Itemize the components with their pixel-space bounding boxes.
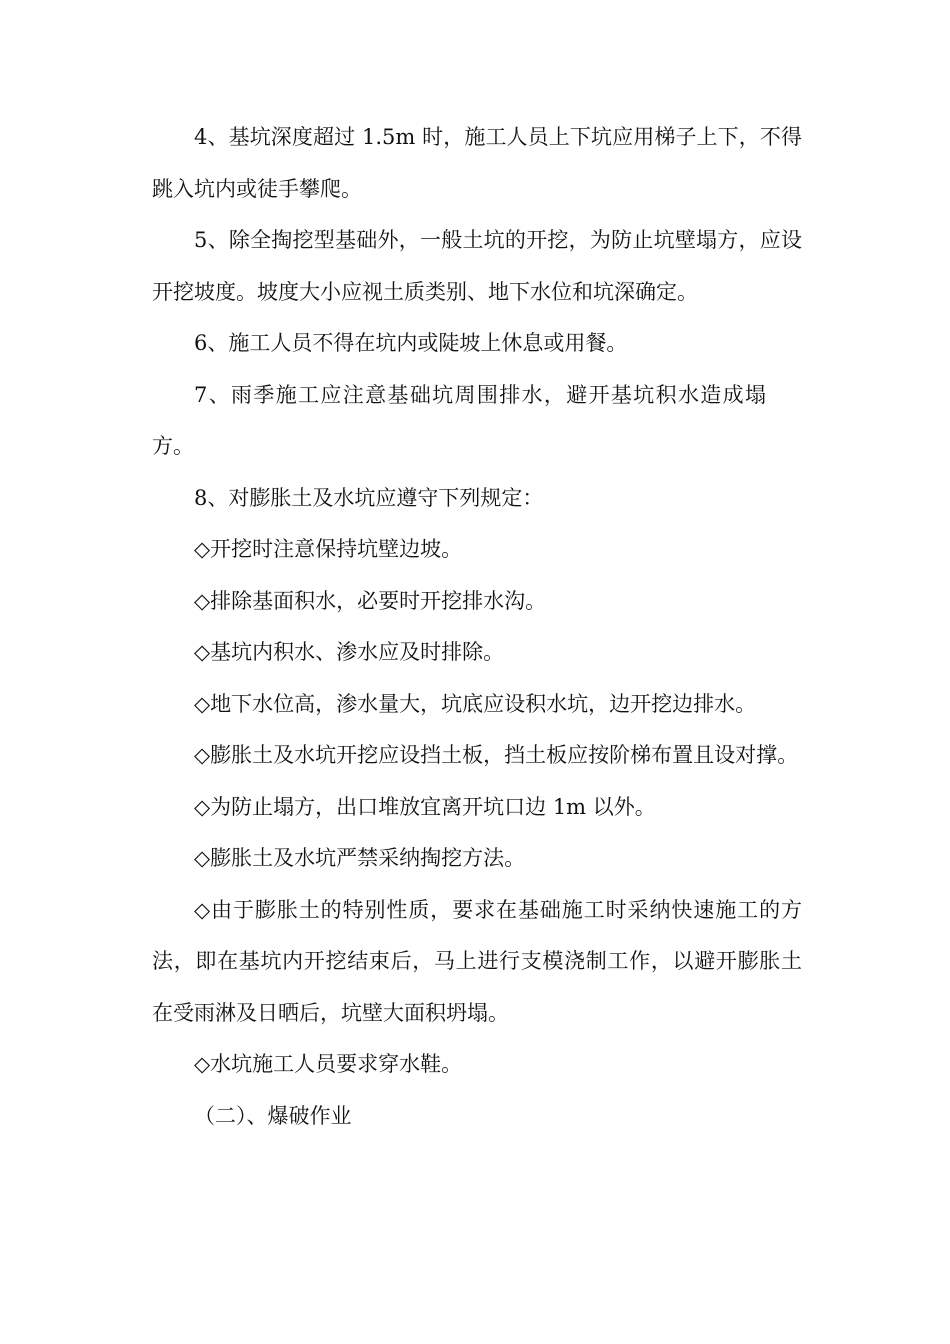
paragraph-item-7: 7、雨季施工应注意基础坑周围排水，避开基坑积水造成塌方。 [152, 382, 766, 458]
paragraph-item-8: 8、对膨胀土及水坑应遵守下列规定： [194, 485, 544, 510]
bullet-item: ◇开挖时注意保持坑壁边坡。 [194, 537, 463, 561]
bullet-item: ◇膨胀土及水坑开挖应设挡土板，挡土板应按阶梯布置且设对撑。 [194, 743, 799, 767]
bullet-item: ◇为防止塌方，出口堆放宜离开坑口边 1m 以外。 [194, 794, 656, 819]
bullet-item: ◇膨胀土及水坑严禁采纳掏挖方法。 [194, 846, 526, 870]
paragraph-item-6: 6、施工人员不得在坑内或陡坡上休息或用餐。 [194, 331, 628, 355]
bullet-item: ◇地下水位高，渗水量大，坑底应设积水坑，边开挖边排水。 [194, 691, 757, 716]
bullet-item: ◇排除基面积水，必要时开挖排水沟。 [194, 588, 547, 613]
paragraph-item-4: 4、基坑深度超过 1.5m 时，施工人员上下坑应用梯子上下，不得跳入坑内或徒手攀爬。 [152, 125, 802, 201]
bullet-item: ◇水坑施工人员要求穿水鞋。 [194, 1052, 463, 1076]
bullet-item: ◇基坑内积水、渗水应及时排除。 [194, 640, 505, 664]
bullet-item: ◇由于膨胀土的特别性质，要求在基础施工时采纳快速施工的方法，即在基坑内开挖结束后，马上进行支模浇制工作，以避开膨胀土在受雨淋及日晒后，坑壁大面积坍塌。 [152, 897, 802, 1025]
paragraph-item-5: 5、除全掏挖型基础外，一般土坑的开挖，为防止坑壁塌方，应设开挖坡度。坡度大小应视土质类别、地下水位和坑深确定。 [152, 228, 802, 304]
document-body [152, 112, 802, 1142]
section-heading: （二）、爆破作业 [194, 1103, 352, 1128]
